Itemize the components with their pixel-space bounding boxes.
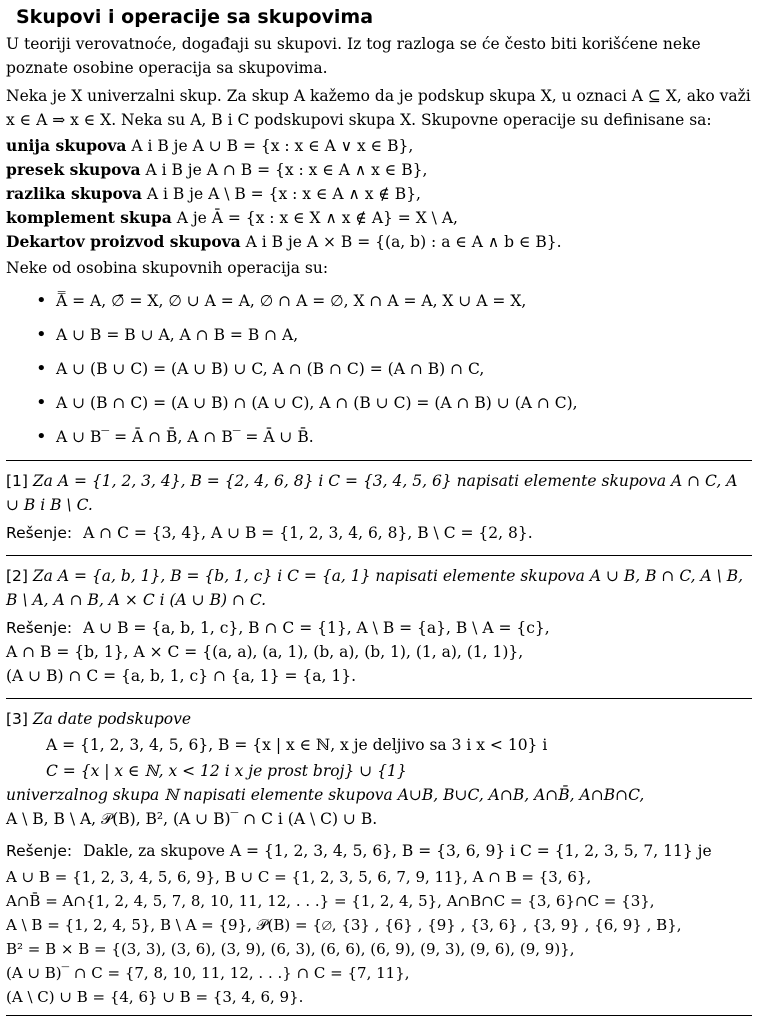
- solution-label: Rešenje:: [6, 619, 73, 637]
- task-solution: [6, 616, 752, 640]
- definition-complement: [6, 206, 752, 230]
- divider: [6, 555, 752, 556]
- task-solution: [6, 521, 752, 545]
- task-3: [6, 707, 752, 1009]
- definition-difference: [6, 182, 752, 206]
- definitions-list: [6, 134, 752, 254]
- definition-text: A i B je A × B = {(a, b) : a ∈ A ∧ b ∈ B}.: [240, 233, 562, 251]
- task-statement: [6, 707, 752, 731]
- task-text: Za A = {a, b, 1}, B = {b, 1, c} i C = {a, 1} napisati elemente skupova A ∪ B, B ∩ C, A \ B, B \ A, A ∩ B, A × C i (A ∪ B) ∩ C.: [6, 567, 744, 609]
- definition-text: A je Ā = {x : x ∈ X ∧ x ∉ A} = X \ A,: [171, 209, 458, 227]
- solution-line: (A ∪ B) ∩ C = {a, b, 1, c} ∩ {a, 1} = {a, 1}.: [6, 667, 357, 685]
- task-text: Za A = {1, 2, 3, 4}, B = {2, 4, 6, 8} i C = {3, 4, 5, 6} napisati elemente skupova A ∩ C, A ∪ B i B \ C.: [6, 472, 738, 514]
- divider: [6, 698, 752, 699]
- solution-line: A ∪ B = {1, 2, 3, 4, 5, 6, 9}, B ∪ C = {1, 2, 3, 5, 6, 7, 9, 11}, A ∩ B = {3, 6},: [6, 868, 592, 886]
- definition-term: komplement skupa: [6, 208, 172, 227]
- solution-lead: Dakle, za skupove A = {1, 2, 3, 4, 5, 6}, B = {3, 6, 9} i C = {1, 2, 3, 5, 7, 11} je: [83, 842, 712, 860]
- definition-term: unija skupova: [6, 136, 127, 155]
- solution-label: Rešenje:: [6, 842, 73, 860]
- task-number: [3]: [6, 710, 28, 728]
- solution-label: Rešenje:: [6, 524, 73, 542]
- definition-text: A i B je A ∩ B = {x : x ∈ A ∧ x ∈ B},: [140, 161, 428, 179]
- task-text: univerzalnog skupa ℕ napisati elemente skupova A∪B, B∪C, A∩B, A∩B̄, A∩B∩C,: [6, 786, 645, 804]
- task-text: Za date podskupove: [32, 710, 192, 728]
- task-1: [6, 469, 752, 545]
- property-item: • A ∪ B‾ = Ā ∩ B̄, A ∩ B‾ = Ā ∪ B̄.: [36, 420, 752, 454]
- task-2: [6, 564, 752, 688]
- solution-line: (A \ C) ∪ B = {4, 6} ∪ B = {3, 4, 6, 9}.: [6, 988, 304, 1006]
- document-page: [6, 0, 752, 1024]
- properties-intro: Neke od osobina skupovnih operacija su:: [6, 259, 329, 277]
- solution-line: A ∩ C = {3, 4}, A ∪ B = {1, 2, 3, 4, 6, 8}, B \ C = {2, 8}.: [83, 524, 533, 542]
- definition-term: razlika skupova: [6, 184, 142, 203]
- divider: [6, 1015, 752, 1016]
- solution-line: A ∪ B = {a, b, 1, c}, B ∩ C = {1}, A \ B = {a}, B \ A = {c},: [83, 619, 550, 637]
- page-title: Skupovi i operacije sa skupovima: [16, 6, 374, 28]
- solution-line: (A ∪ B)‾ ∩ C = {7, 8, 10, 11, 12, . . .} ∩ C = {7, 11},: [6, 964, 410, 982]
- solution-line: A \ B = {1, 2, 4, 5}, B \ A = {9}, 𝒫(B) = {∅, {3} , {6} , {9} , {3, 6} , {3, 9} , {6, 9} , B},: [6, 916, 682, 934]
- task-set-definition: A = {1, 2, 3, 4, 5, 6}, B = {x | x ∈ ℕ, x je deljivo sa 3 i x < 10} i: [46, 736, 548, 754]
- task-number: [1]: [6, 472, 28, 490]
- intro-paragraph-2: Neka je X univerzalni skup. Za skup A kažemo da je podskup skupa X, u oznaci A ⊆ X, ako važi x ∈ A ⇒ x ∈ X. Neka su A, B i C podskupovi skupa X. Skupovne operacije su definisane sa:: [6, 87, 751, 129]
- solution-line: A ∩ B = {b, 1}, A × C = {(a, a), (a, 1), (b, a), (b, 1), (1, a), (1, 1)},: [6, 643, 524, 661]
- definition-union: [6, 134, 752, 158]
- definition-term: presek skupova: [6, 160, 141, 179]
- definition-cartesian-product: [6, 230, 752, 254]
- definition-text: A i B je A \ B = {x : x ∈ A ∧ x ∉ B},: [141, 185, 421, 203]
- task-text: A \ B, B \ A, 𝒫(B), B², (A ∪ B)‾ ∩ C i (A \ C) ∪ B.: [6, 810, 378, 828]
- solution-line: B² = B × B = {(3, 3), (3, 6), (3, 9), (6, 3), (6, 6), (6, 9), (9, 3), (9, 6), (9, 9)},: [6, 940, 575, 958]
- task-solution: [6, 839, 752, 863]
- task-statement: [6, 469, 752, 517]
- intro-paragraph-1: U teoriji verovatnoće, događaji su skupovi. Iz tog razloga se će često biti korišćene neke poznate osobine operacija sa skupovima.: [6, 35, 701, 77]
- solution-line: A∩B̄ = A∩{1, 2, 4, 5, 7, 8, 10, 11, 12, . . .} = {1, 2, 4, 5}, A∩B∩C = {3, 6}∩C = {3},: [6, 892, 655, 910]
- properties-list: [6, 284, 752, 454]
- property-item: • A ∪ B = B ∪ A, A ∩ B = B ∩ A,: [36, 318, 752, 352]
- divider: [6, 460, 752, 461]
- definition-text: A i B je A ∪ B = {x : x ∈ A ∨ x ∈ B},: [126, 137, 414, 155]
- task-number: [2]: [6, 567, 28, 585]
- task-set-definition: C = {x | x ∈ ℕ, x < 12 i x je prost broj} ∪ {1}: [46, 762, 407, 780]
- property-item: • A ∪ (B ∪ C) = (A ∪ B) ∪ C, A ∩ (B ∩ C) = (A ∩ B) ∩ C,: [36, 352, 752, 386]
- definition-intersection: [6, 158, 752, 182]
- definition-term: Dekartov proizvod skupova: [6, 232, 241, 251]
- property-item: • A ∪ (B ∩ C) = (A ∪ B) ∩ (A ∪ C), A ∩ (B ∪ C) = (A ∩ B) ∪ (A ∩ C),: [36, 386, 752, 420]
- task-statement: [6, 564, 752, 612]
- property-item: • A̿ = A, ∅̄ = X, ∅ ∪ A = A, ∅ ∩ A = ∅, X ∩ A = A, X ∪ A = X,: [36, 284, 752, 318]
